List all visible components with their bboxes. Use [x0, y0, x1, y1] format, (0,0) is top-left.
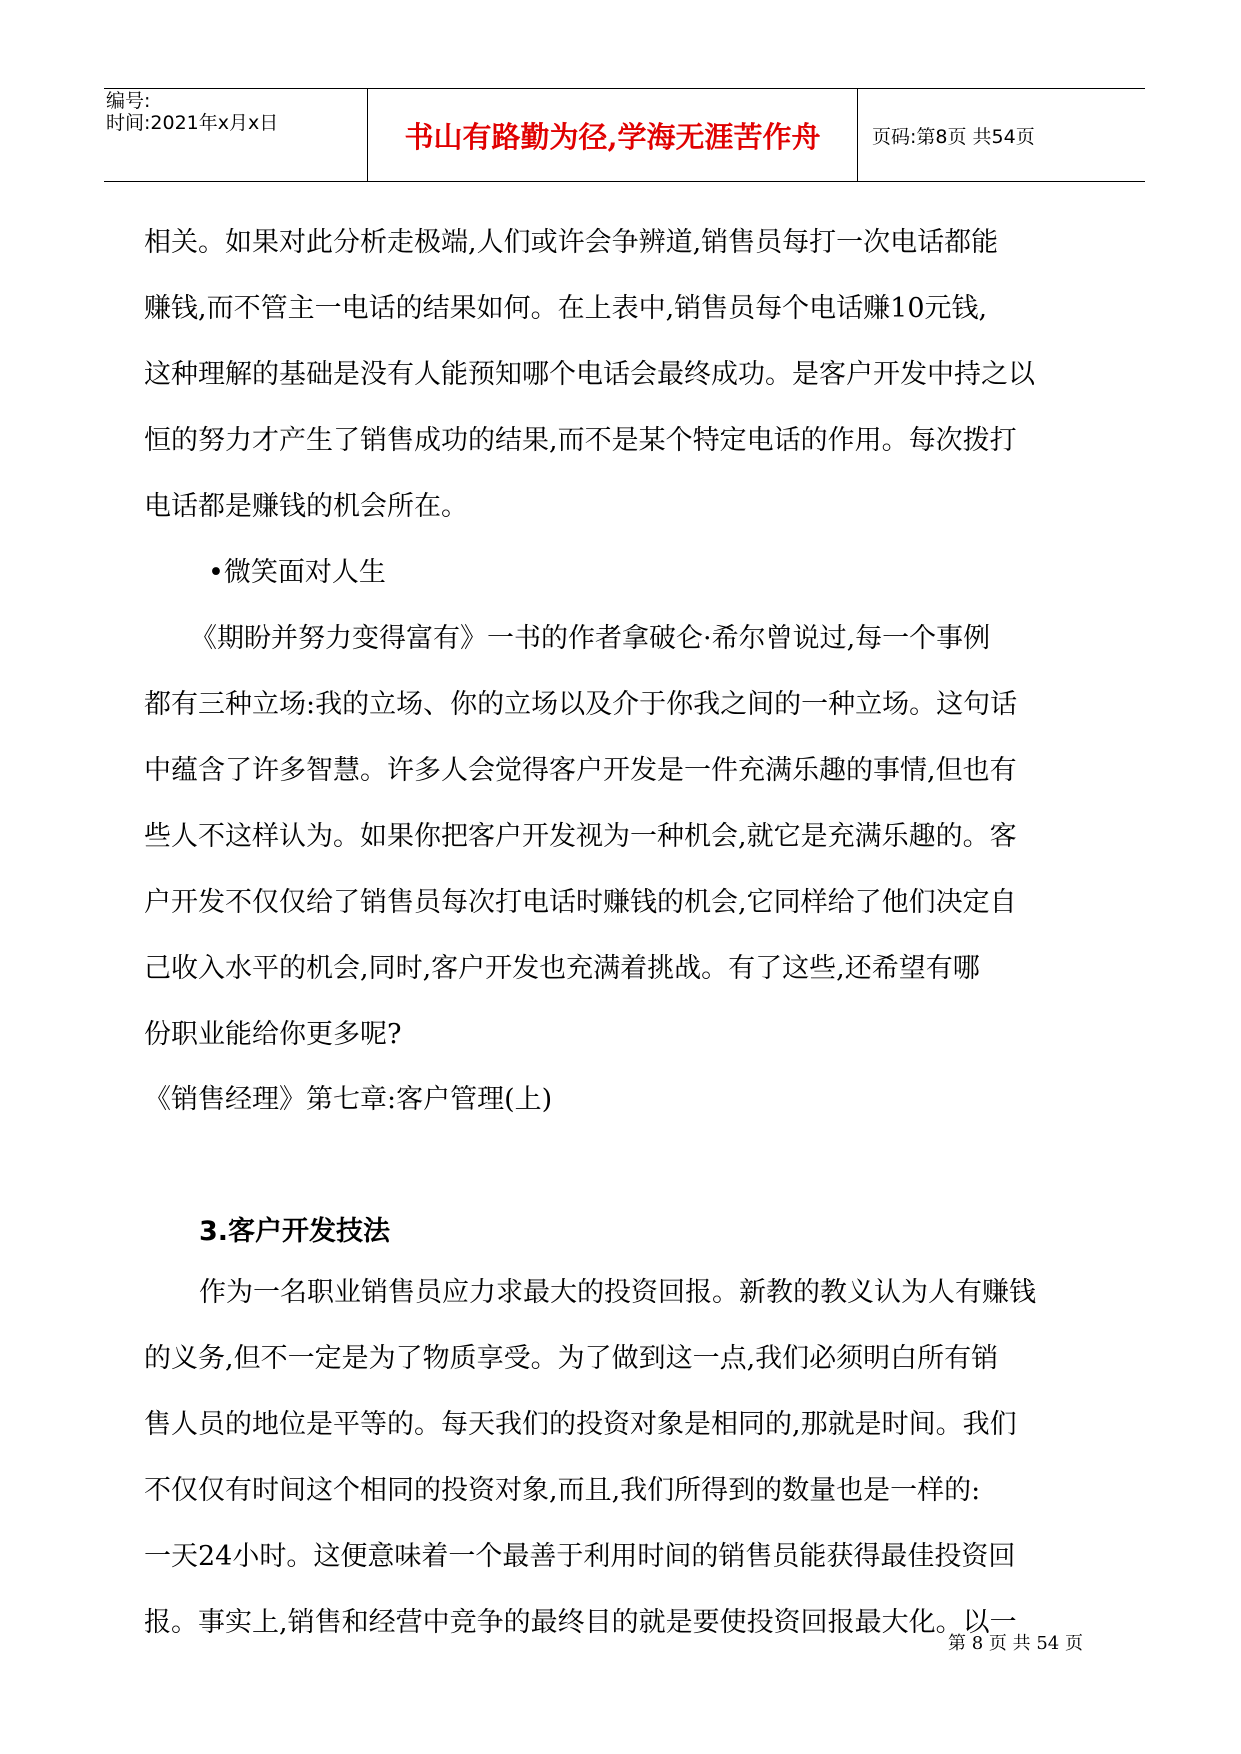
header-motto-cell [368, 89, 858, 181]
text-line: 这种理解的基础是没有人能预知哪个电话会最终成功。是客户开发中持之以 [144, 359, 1035, 390]
text-line: 电话都是赚钱的机会所在。 [144, 491, 468, 522]
section-heading: 3.客户开发技法 [199, 1216, 391, 1247]
page-label: 页码:第8页 共54页 [872, 126, 1035, 148]
text-line: 己收入水平的机会,同时,客户开发也充满着挑战。有了这些,还希望有哪 [144, 953, 980, 984]
text-line: 相关。如果对此分析走极端,人们或许会争辨道,销售员每打一次电话都能 [144, 227, 999, 258]
header-page-cell [858, 89, 1145, 181]
text-line: 赚钱,而不管主一电话的结果如何。在上表中,销售员每个电话赚10元钱, [144, 293, 988, 324]
time-label: 时间:2021年x月x日 [106, 112, 279, 134]
text-line: 户开发不仅仅给了销售员每次打电话时赚钱的机会,它同样给了他们决定自 [144, 887, 1017, 918]
text-line: 的义务,但不一定是为了物质享受。为了做到这一点,我们必须明白所有销 [144, 1343, 999, 1374]
page-header [104, 88, 1145, 182]
text-line: 作为一名职业销售员应力求最大的投资回报。新教的教义认为人有赚钱 [199, 1277, 1036, 1308]
text-line: 些人不这样认为。如果你把客户开发视为一种机会,就它是充满乐趣的。客 [144, 821, 1017, 852]
text-line: 都有三种立场:我的立场、你的立场以及介于你我之间的一种立场。这句话 [144, 689, 1018, 720]
page-footer: 第 8 页 共 54 页 [948, 1633, 1083, 1654]
text-line: 份职业能给你更多呢? [144, 1019, 402, 1050]
text-line: 《期盼并努力变得富有》一书的作者拿破仑·希尔曾说过,每一个事例 [190, 623, 991, 654]
motto: 书山有路勤为径,学海无涯苦作舟 [404, 120, 821, 154]
bullet-item: •微笑面对人生 [208, 557, 386, 588]
text-line: 一天24小时。这便意味着一个最善于利用时间的销售员能获得最佳投资回 [144, 1541, 1016, 1572]
text-line: 售人员的地位是平等的。每天我们的投资对象是相同的,那就是时间。我们 [144, 1409, 1017, 1440]
text-line: 不仅仅有时间这个相同的投资对象,而且,我们所得到的数量也是一样的: [144, 1475, 981, 1506]
text-line: 恒的努力才产生了销售成功的结果,而不是某个特定电话的作用。每次拨打 [144, 425, 1017, 456]
header-info-cell [104, 89, 368, 181]
text-line: 报。事实上,销售和经营中竞争的最终目的就是要使投资回报最大化。以一 [144, 1607, 1017, 1638]
number-label: 编号: [106, 90, 151, 112]
text-line: 中蕴含了许多智慧。许多人会觉得客户开发是一件充满乐趣的事情,但也有 [144, 755, 1017, 786]
source-line: 《销售经理》第七章:客户管理(上) [144, 1084, 553, 1115]
